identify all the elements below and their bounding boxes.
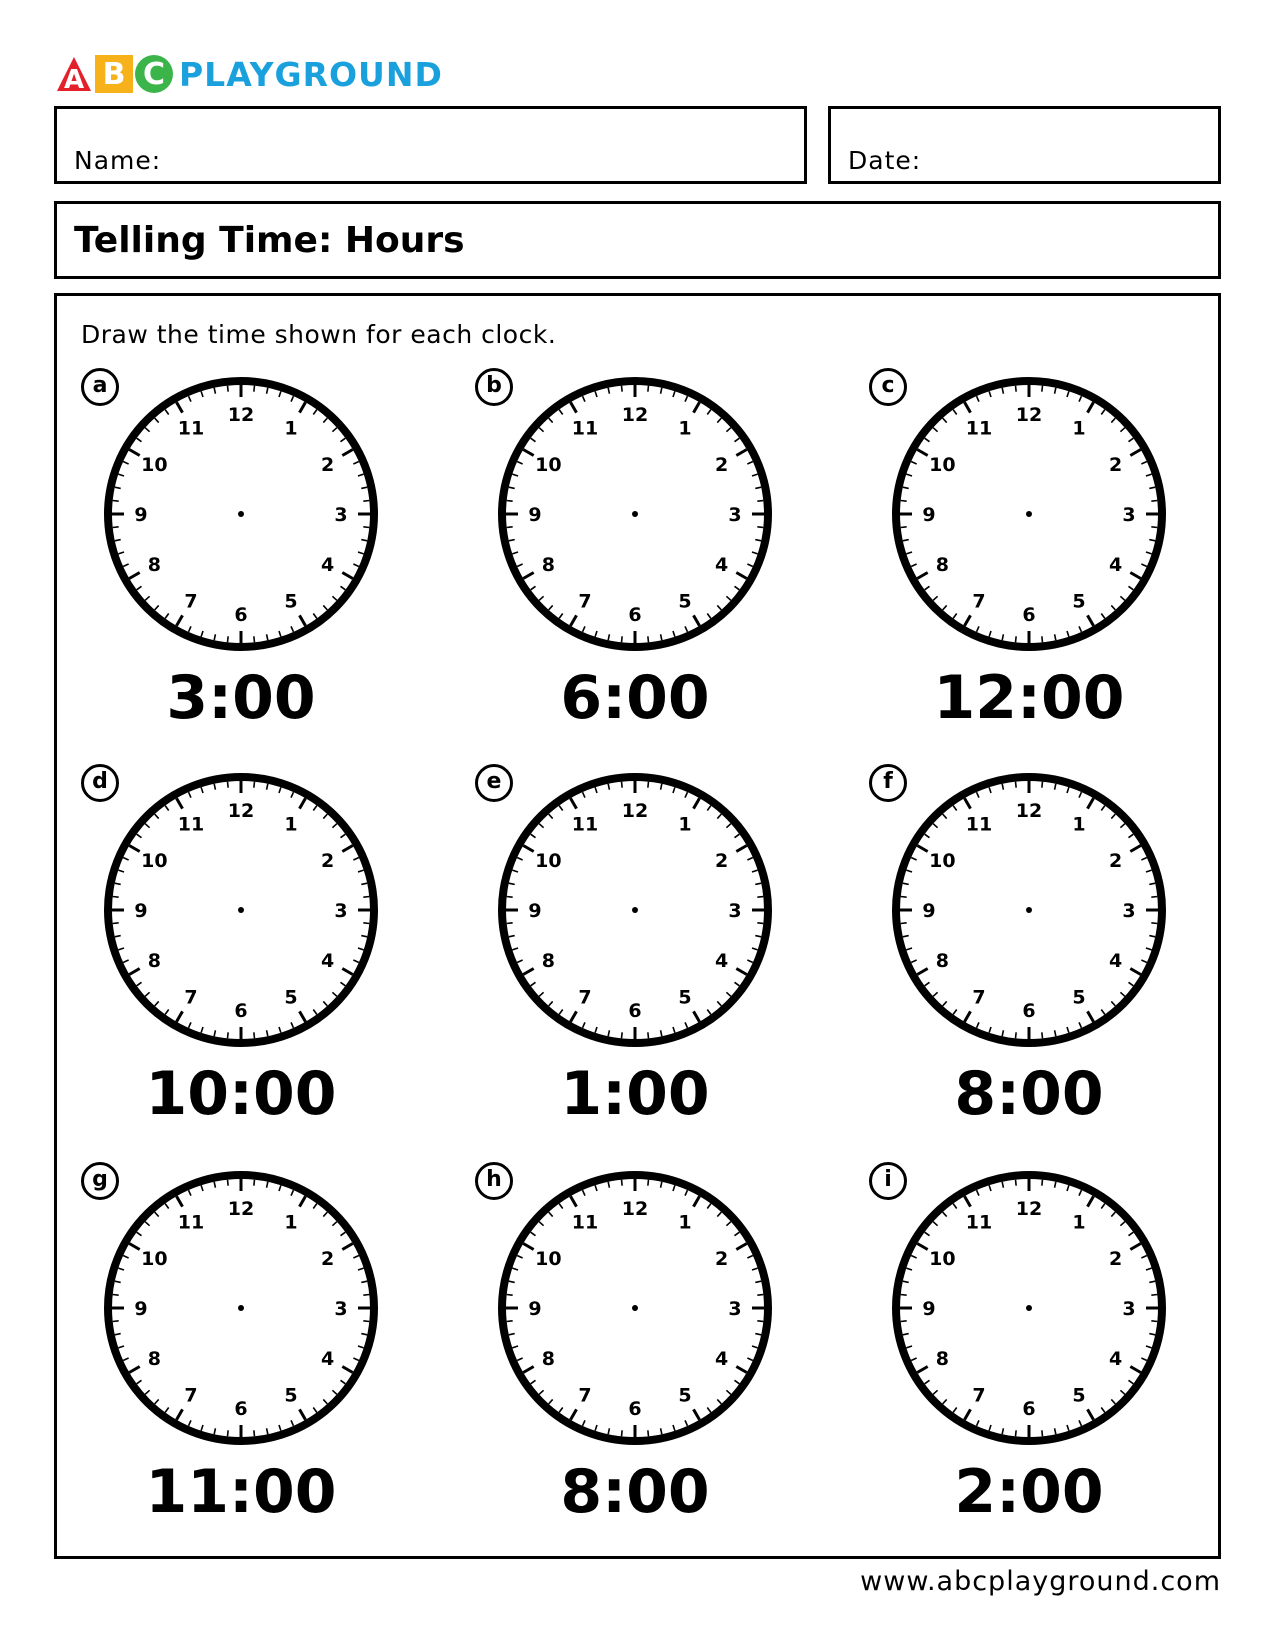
clock-number: 4 (714, 950, 729, 972)
minute-tick (901, 923, 907, 924)
clock-number: 7 (578, 1384, 592, 1407)
clock-number: 7 (972, 590, 986, 613)
clock-cell-i (869, 1162, 1189, 1532)
minute-tick (507, 1321, 513, 1322)
letter-badge: c (869, 368, 907, 406)
clock-face-icon[interactable] (81, 764, 401, 1054)
clock-number: 6 (628, 1000, 642, 1022)
center-dot-icon (238, 1305, 244, 1311)
clock-number: 3 (728, 900, 742, 922)
website-url: www.abcplayground.com (860, 1566, 1221, 1597)
center-dot-icon (1026, 907, 1032, 913)
clock-number: 11 (177, 1211, 205, 1234)
clock-number: 5 (678, 1384, 692, 1407)
minute-tick (507, 1295, 513, 1296)
minute-tick (901, 527, 907, 528)
clock-number: 9 (134, 504, 148, 526)
clock-number: 6 (1022, 1398, 1036, 1420)
minute-tick (622, 1430, 623, 1436)
minute-tick (254, 636, 255, 642)
minute-tick (622, 782, 623, 788)
letter-badge: e (475, 764, 513, 802)
name-label: Name: (74, 146, 162, 175)
clock-face-icon[interactable] (475, 764, 795, 1054)
minute-tick (363, 923, 369, 924)
logo-letter-a (55, 55, 93, 93)
instructions: Draw the time shown for each clock. (81, 320, 557, 349)
minute-tick (901, 1295, 907, 1296)
worksheet-area (54, 293, 1221, 1559)
minute-tick (1151, 923, 1157, 924)
clock-number: 12 (227, 1198, 255, 1220)
clock-number: 10 (535, 454, 562, 476)
clock-number: 10 (929, 850, 956, 872)
minute-tick (254, 1180, 255, 1186)
clock-number: 1 (284, 813, 298, 836)
clock-number: 9 (528, 900, 542, 922)
clock-number: 3 (334, 1298, 348, 1320)
clock-number: 8 (147, 554, 162, 576)
clock-number: 8 (541, 950, 556, 972)
minute-tick (363, 527, 369, 528)
time-label: 3:00 (166, 663, 316, 733)
clock-number: 12 (621, 800, 649, 822)
clock-number: 11 (965, 813, 993, 836)
clock-number: 5 (284, 1384, 298, 1407)
clock-number: 11 (571, 417, 599, 440)
center-dot-icon (632, 511, 638, 517)
minute-tick (254, 1430, 255, 1436)
time-label: 11:00 (145, 1457, 337, 1527)
clock-number: 4 (320, 554, 335, 576)
minute-tick (1042, 1032, 1043, 1038)
clock-number: 7 (972, 1384, 986, 1407)
minute-tick (622, 1032, 623, 1038)
clock-number: 1 (678, 813, 692, 836)
time-label: 8:00 (954, 1059, 1104, 1129)
minute-tick (363, 1321, 369, 1322)
minute-tick (1151, 897, 1157, 898)
minute-tick (1042, 1430, 1043, 1436)
center-dot-icon (1026, 1305, 1032, 1311)
minute-tick (757, 1295, 763, 1296)
clock-number: 10 (535, 850, 562, 872)
minute-tick (1016, 1032, 1017, 1038)
minute-tick (622, 636, 623, 642)
clock-number: 2 (320, 454, 335, 476)
minute-tick (648, 1032, 649, 1038)
clock-number: 2 (1108, 454, 1123, 476)
minute-tick (1042, 386, 1043, 392)
minute-tick (363, 501, 369, 502)
clock-number: 7 (184, 1384, 198, 1407)
minute-tick (757, 897, 763, 898)
clock-number: 5 (1072, 986, 1086, 1009)
minute-tick (1151, 1295, 1157, 1296)
worksheet-title: Telling Time: Hours (74, 220, 465, 261)
clock-number: 5 (678, 590, 692, 613)
clock-number: 9 (922, 504, 936, 526)
clock-number: 9 (922, 1298, 936, 1320)
date-label: Date: (848, 146, 922, 175)
center-dot-icon (1026, 511, 1032, 517)
clock-number: 12 (1015, 404, 1043, 426)
clock-number: 12 (621, 404, 649, 426)
clock-number: 12 (227, 404, 255, 426)
clock-number: 4 (320, 950, 335, 972)
clock-number: 3 (1122, 900, 1136, 922)
minute-tick (254, 782, 255, 788)
clock-number: 3 (334, 504, 348, 526)
clock-number: 12 (621, 1198, 649, 1220)
letter-badge: f (869, 764, 907, 802)
minute-tick (363, 1295, 369, 1296)
clock-number: 10 (535, 1248, 562, 1270)
clock-number: 4 (1108, 554, 1123, 576)
clock-cell-h (475, 1162, 795, 1532)
date-field[interactable] (828, 106, 1221, 184)
clock-number: 6 (1022, 1000, 1036, 1022)
letter-badge: g (81, 1162, 119, 1200)
clock-number: 6 (234, 1398, 248, 1420)
minute-tick (1016, 1430, 1017, 1436)
center-dot-icon (632, 907, 638, 913)
minute-tick (254, 386, 255, 392)
time-label: 10:00 (145, 1059, 337, 1129)
clock-number: 4 (1108, 950, 1123, 972)
minute-tick (622, 1180, 623, 1186)
clock-number: 2 (320, 1248, 335, 1270)
minute-tick (1016, 782, 1017, 788)
time-label: 8:00 (560, 1457, 710, 1527)
minute-tick (113, 527, 119, 528)
clock-number: 1 (678, 417, 692, 440)
minute-tick (228, 1180, 229, 1186)
center-dot-icon (238, 907, 244, 913)
minute-tick (1042, 782, 1043, 788)
clock-number: 5 (1072, 590, 1086, 613)
minute-tick (228, 782, 229, 788)
clock-number: 8 (541, 554, 556, 576)
title-box (54, 201, 1221, 279)
clock-number: 8 (935, 554, 950, 576)
clock-face-icon[interactable] (475, 368, 795, 658)
minute-tick (113, 1321, 119, 1322)
clock-number: 3 (334, 900, 348, 922)
minute-tick (1016, 1180, 1017, 1186)
clock-number: 12 (1015, 1198, 1043, 1220)
clock-number: 11 (965, 417, 993, 440)
minute-tick (363, 897, 369, 898)
minute-tick (1016, 636, 1017, 642)
logo-text: PLAYGROUND (179, 54, 443, 94)
clock-number: 11 (571, 1211, 599, 1234)
letter-badge: b (475, 368, 513, 406)
minute-tick (901, 1321, 907, 1322)
clock-number: 9 (528, 1298, 542, 1320)
clock-number: 8 (147, 1348, 162, 1370)
clock-number: 4 (714, 554, 729, 576)
clock-number: 5 (284, 986, 298, 1009)
minute-tick (901, 897, 907, 898)
clock-number: 3 (728, 1298, 742, 1320)
clock-number: 2 (714, 454, 729, 476)
clock-number: 2 (1108, 1248, 1123, 1270)
minute-tick (757, 501, 763, 502)
minute-tick (113, 501, 119, 502)
clock-number: 6 (628, 1398, 642, 1420)
clock-face-icon[interactable] (869, 368, 1189, 658)
clock-cell-a (81, 368, 401, 738)
minute-tick (507, 527, 513, 528)
clock-number: 4 (320, 1348, 335, 1370)
clock-cell-c (869, 368, 1189, 738)
minute-tick (228, 1430, 229, 1436)
clock-number: 3 (728, 504, 742, 526)
clock-number: 6 (1022, 604, 1036, 626)
clock-cell-e (475, 764, 795, 1134)
clock-number: 9 (528, 504, 542, 526)
clock-number: 10 (141, 454, 168, 476)
clock-number: 9 (134, 900, 148, 922)
clock-number: 5 (1072, 1384, 1086, 1407)
center-dot-icon (632, 1305, 638, 1311)
time-label: 1:00 (560, 1059, 710, 1129)
clock-number: 3 (1122, 504, 1136, 526)
minute-tick (1016, 386, 1017, 392)
minute-tick (228, 386, 229, 392)
clock-number: 4 (714, 1348, 729, 1370)
logo-a-triangle-icon (55, 55, 93, 93)
minute-tick (1151, 501, 1157, 502)
clock-number: 4 (1108, 1348, 1123, 1370)
minute-tick (622, 386, 623, 392)
clock-number: 9 (134, 1298, 148, 1320)
clock-number: 7 (184, 590, 198, 613)
clock-number: 7 (184, 986, 198, 1009)
clock-number: 5 (284, 590, 298, 613)
minute-tick (254, 1032, 255, 1038)
clock-number: 2 (714, 1248, 729, 1270)
minute-tick (757, 527, 763, 528)
clock-face-icon[interactable] (81, 1162, 401, 1452)
clock-number: 1 (1072, 813, 1086, 836)
clock-number: 2 (1108, 850, 1123, 872)
clock-number: 6 (628, 604, 642, 626)
minute-tick (1042, 636, 1043, 642)
letter-badge: i (869, 1162, 907, 1200)
logo-letter-c: C (135, 55, 173, 93)
clock-face-icon[interactable] (475, 1162, 795, 1452)
clock-number: 7 (578, 986, 592, 1009)
minute-tick (113, 1295, 119, 1296)
name-field[interactable] (54, 106, 807, 184)
minute-tick (507, 923, 513, 924)
clock-number: 11 (177, 417, 205, 440)
clock-number: 11 (571, 813, 599, 836)
clock-number: 10 (929, 1248, 956, 1270)
minute-tick (1042, 1180, 1043, 1186)
clock-number: 10 (141, 850, 168, 872)
logo-letter-b: B (95, 55, 133, 93)
clock-number: 11 (177, 813, 205, 836)
minute-tick (1151, 1321, 1157, 1322)
clock-number: 1 (678, 1211, 692, 1234)
letter-badge: h (475, 1162, 513, 1200)
clock-number: 12 (227, 800, 255, 822)
minute-tick (757, 923, 763, 924)
svg-text:A: A (63, 65, 85, 93)
clock-number: 1 (1072, 1211, 1086, 1234)
time-label: 2:00 (954, 1457, 1104, 1527)
clock-face-icon[interactable] (81, 368, 401, 658)
minute-tick (757, 1321, 763, 1322)
clock-face-icon[interactable] (869, 1162, 1189, 1452)
clock-number: 6 (234, 604, 248, 626)
clock-number: 1 (284, 417, 298, 440)
clock-number: 3 (1122, 1298, 1136, 1320)
time-label: 12:00 (933, 663, 1125, 733)
clock-cell-b (475, 368, 795, 738)
minute-tick (648, 1430, 649, 1436)
clock-number: 6 (234, 1000, 248, 1022)
clock-number: 12 (1015, 800, 1043, 822)
minute-tick (648, 1180, 649, 1186)
minute-tick (648, 636, 649, 642)
clock-number: 8 (935, 950, 950, 972)
clock-number: 8 (147, 950, 162, 972)
time-label: 6:00 (560, 663, 710, 733)
clock-number: 2 (320, 850, 335, 872)
minute-tick (507, 501, 513, 502)
clock-number: 7 (972, 986, 986, 1009)
clock-number: 10 (141, 1248, 168, 1270)
clock-number: 10 (929, 454, 956, 476)
minute-tick (113, 923, 119, 924)
minute-tick (901, 501, 907, 502)
clock-number: 11 (965, 1211, 993, 1234)
letter-badge: a (81, 368, 119, 406)
minute-tick (648, 782, 649, 788)
clock-number: 8 (541, 1348, 556, 1370)
minute-tick (648, 386, 649, 392)
letter-badge: d (81, 764, 119, 802)
clock-number: 9 (922, 900, 936, 922)
minute-tick (113, 897, 119, 898)
minute-tick (228, 1032, 229, 1038)
clock-number: 1 (284, 1211, 298, 1234)
clock-number: 7 (578, 590, 592, 613)
clock-cell-d (81, 764, 401, 1134)
clock-cell-g (81, 1162, 401, 1532)
clock-number: 2 (714, 850, 729, 872)
clock-face-icon[interactable] (869, 764, 1189, 1054)
clock-number: 1 (1072, 417, 1086, 440)
center-dot-icon (238, 511, 244, 517)
abc-playground-logo (55, 54, 443, 94)
clock-number: 5 (678, 986, 692, 1009)
clock-number: 8 (935, 1348, 950, 1370)
minute-tick (507, 897, 513, 898)
minute-tick (1151, 527, 1157, 528)
minute-tick (228, 636, 229, 642)
clock-cell-f (869, 764, 1189, 1134)
